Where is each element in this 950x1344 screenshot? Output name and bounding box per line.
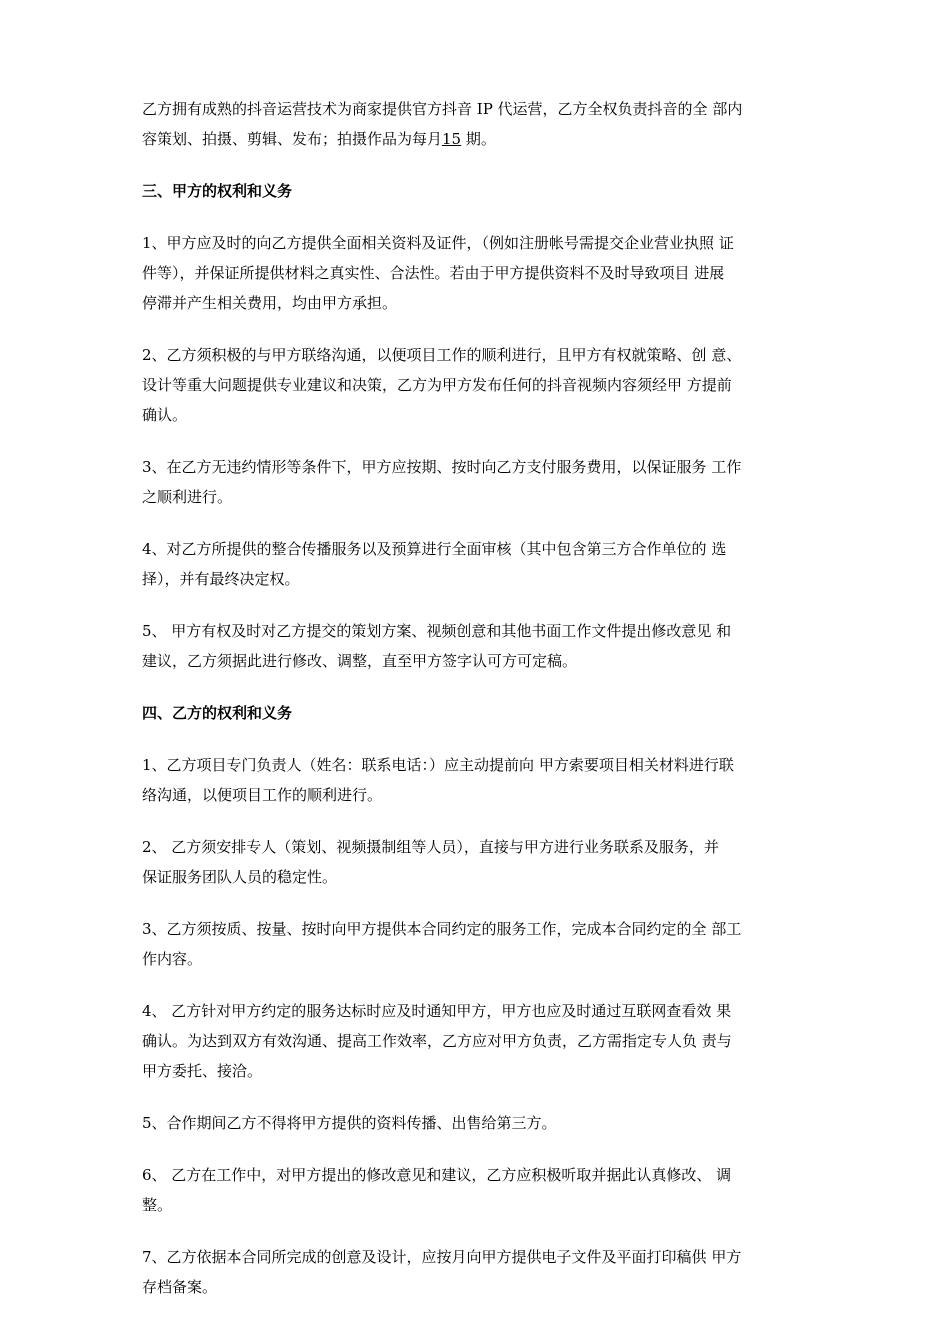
clause-line: 确认。	[142, 406, 188, 424]
clause-line: 作内容。	[142, 950, 203, 968]
section-3-heading: 三、甲方的权利和义务	[142, 182, 293, 200]
clause-line: 存档备案。	[142, 1278, 218, 1296]
clause-line: 确认。为达到双方有效沟通、提高工作效率，乙方应对甲方负责，乙方需指定专人负 责与	[142, 1032, 732, 1050]
clause-line: 件等），并保证所提供材料之真实性、合法性。若由于甲方提供资料不及时导致项目 进展	[142, 264, 725, 282]
document-page	[142, 94, 826, 1324]
clause-paragraph	[142, 452, 826, 512]
intro-paragraph	[142, 94, 826, 154]
intro-text: 容策划、拍摄、剪辑、发布；拍摄作品为每月	[142, 130, 443, 148]
clause-line: 2、乙方须积极的与甲方联络沟通，以便项目工作的顺利进行，且甲方有权就策略、创 意、	[142, 346, 742, 364]
issues-per-month: 15	[442, 130, 462, 148]
section-3-items	[142, 228, 826, 676]
clause-paragraph	[142, 616, 826, 676]
clause-line: 4、对乙方所提供的整合传播服务以及预算进行全面审核（其中包含第三方合作单位的 选	[142, 540, 727, 558]
clause-line: 保证服务团队人员的稳定性。	[142, 868, 338, 886]
clause-paragraph	[142, 1242, 826, 1302]
clause-line: 整。	[142, 1196, 173, 1214]
clause-paragraph	[142, 534, 826, 594]
intro-line	[142, 124, 826, 154]
clause-line: 3、乙方须按质、按量、按时向甲方提供本合同约定的服务工作，完成本合同约定的全 部工	[142, 920, 742, 938]
clause-line: 之顺利进行。	[142, 488, 233, 506]
clause-line: 甲方委托、接洽。	[142, 1062, 263, 1080]
intro-line: 乙方拥有成熟的抖音运营技术为商家提供官方抖音 IP 代运营，乙方全权负责抖音的全 部内	[142, 100, 743, 118]
clause-line: 络沟通，以便项目工作的顺利进行。	[142, 786, 383, 804]
clause-line: 1、甲方应及时的向乙方提供全面相关资料及证件，（例如注册帐号需提交企业营业执照 证	[142, 234, 734, 252]
clause-line: 5、合作期间乙方不得将甲方提供的资料传播、出售给第三方。	[142, 1114, 557, 1132]
clause-line: 停滞并产生相关费用，均由甲方承担。	[142, 294, 398, 312]
clause-line: 1、乙方项目专门负责人（姓名：联系电话：）应主动提前向 甲方索要项目相关材料进行联	[142, 756, 734, 774]
clause-paragraph	[142, 1108, 826, 1138]
clause-paragraph	[142, 996, 826, 1086]
clause-line: 5、 甲方有权及时对乙方提交的策划方案、视频创意和其他书面工作文件提出修改意见 和	[142, 622, 732, 640]
clause-paragraph	[142, 914, 826, 974]
clause-line: 6、 乙方在工作中，对甲方提出的修改意见和建议，乙方应积极听取并据此认真修改、 调	[142, 1166, 732, 1184]
clause-line: 3、在乙方无违约情形等条件下，甲方应按期、按时向乙方支付服务费用，以保证服务 工作	[142, 458, 742, 476]
clause-paragraph	[142, 750, 826, 810]
clause-paragraph	[142, 832, 826, 892]
clause-paragraph	[142, 1160, 826, 1220]
clause-line: 4、 乙方针对甲方约定的服务达标时应及时通知甲方，甲方也应及时通过互联网查看效 果	[142, 1002, 732, 1020]
section-4-items	[142, 750, 826, 1302]
section-4-heading: 四、乙方的权利和义务	[142, 704, 293, 722]
clause-paragraph	[142, 340, 826, 430]
clause-paragraph	[142, 228, 826, 318]
clause-line: 建议，乙方须据此进行修改、调整，直至甲方签字认可方可定稿。	[142, 652, 578, 670]
intro-text: 期。	[461, 130, 496, 148]
clause-line: 7、乙方依据本合同所完成的创意及设计，应按月向甲方提供电子文件及平面打印稿供 甲方	[142, 1248, 742, 1266]
clause-line: 2、 乙方须安排专人（策划、视频摄制组等人员），直接与甲方进行业务联系及服务，并	[142, 838, 719, 856]
clause-line: 择），并有最终决定权。	[142, 570, 300, 588]
clause-line: 设计等重大问题提供专业建议和决策，乙方为甲方发布任何的抖音视频内容须经甲 方提前	[142, 376, 732, 394]
